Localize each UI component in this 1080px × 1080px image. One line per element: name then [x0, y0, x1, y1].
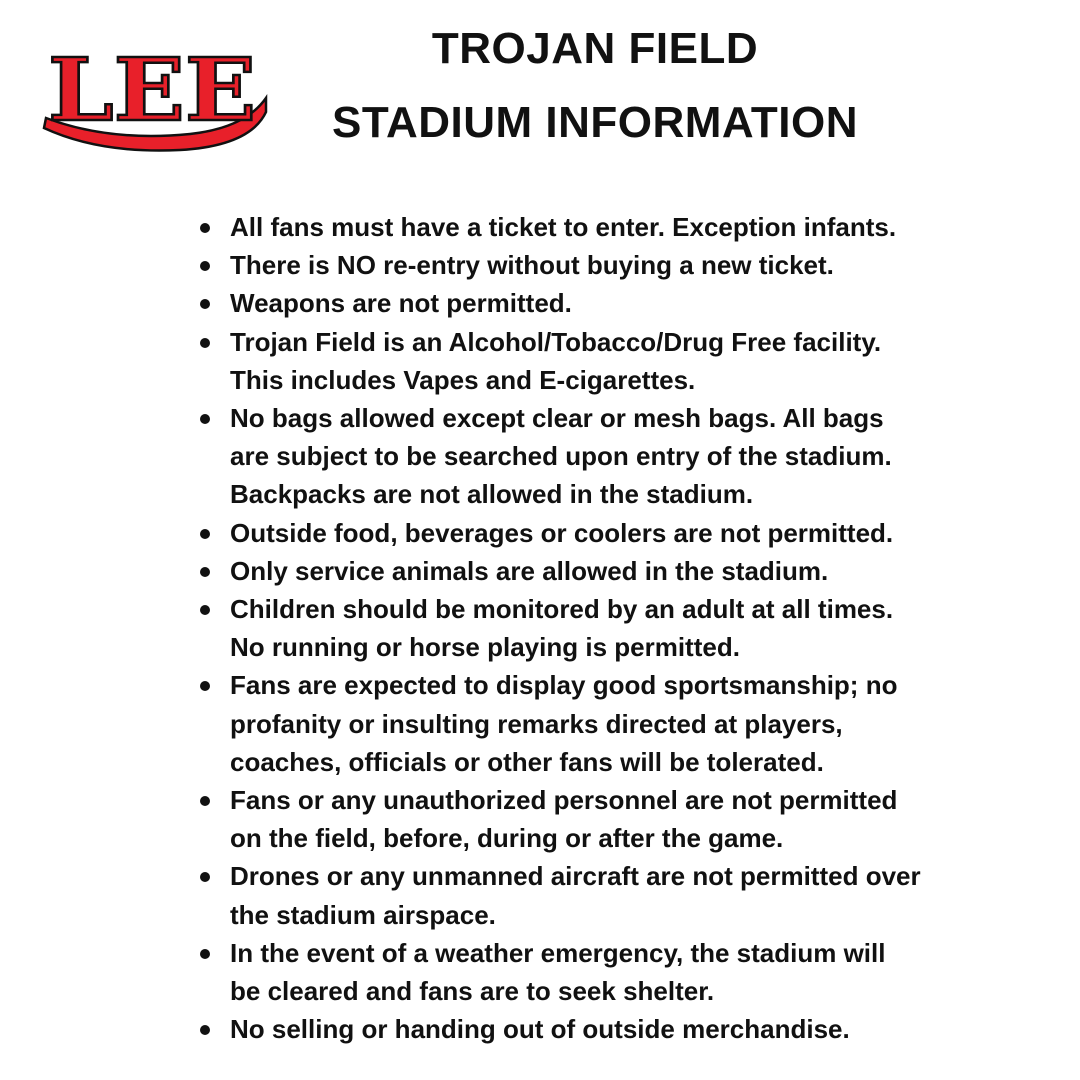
rule-item [196, 323, 1046, 399]
rule-item [196, 781, 1046, 857]
bullet-icon [200, 1025, 210, 1035]
rule-item [196, 590, 1046, 666]
rule-item [196, 399, 1046, 514]
rule-text: In the event of a weather emergency, the stadium will be cleared and fans are to seek shelter. [230, 937, 886, 1007]
rules-list [196, 208, 1046, 1048]
rule-text: Weapons are not permitted. [230, 288, 572, 319]
rule-text: Fans or any unauthorized personnel are not permitted on the field, before, during or after the game. [230, 785, 898, 854]
page-title-line-2: STADIUM INFORMATION [331, 98, 859, 147]
rule-item [196, 552, 1046, 590]
rule-item [196, 1010, 1046, 1048]
bullet-icon [200, 223, 210, 233]
bullet-icon [200, 872, 210, 882]
rule-item [196, 208, 1046, 246]
bullet-icon [200, 261, 210, 271]
rule-text: Only service animals are allowed in the stadium. [230, 555, 829, 586]
page-title-line-1: TROJAN FIELD [431, 24, 759, 73]
bullet-icon [200, 529, 210, 539]
rule-item [196, 857, 1046, 933]
bullet-icon [200, 605, 210, 615]
bullet-icon [200, 567, 210, 577]
lee-logo [40, 34, 268, 152]
rule-item [196, 284, 1046, 322]
bullet-icon [200, 299, 210, 309]
bullet-icon [200, 681, 210, 691]
bullet-icon [200, 949, 210, 959]
rule-text: There is NO re-entry without buying a new ticket. [230, 250, 834, 281]
rule-item [196, 934, 1046, 1010]
bullet-icon [200, 796, 210, 806]
bullet-icon [200, 338, 210, 348]
rule-text: Outside food, beverages or coolers are not permitted. [230, 517, 894, 548]
rule-text: Fans are expected to display good sportsmanship; no profanity or insulting remarks directed at players, coaches, officials or other fans will be tolerated. [230, 670, 898, 777]
bullet-icon [200, 414, 210, 424]
rule-text: Children should be monitored by an adult at all times. No running or horse playing is permitted. [230, 594, 894, 663]
rule-item [196, 246, 1046, 284]
rule-text: No selling or handing out of outside merchandise. [230, 1014, 850, 1045]
rule-text: All fans must have a ticket to enter. Exception infants. [230, 212, 897, 242]
logo-letters: LEE [48, 40, 256, 141]
rule-text: Drones or any unmanned aircraft are not permitted over the stadium airspace. [230, 861, 921, 930]
rule-item [196, 514, 1046, 552]
rule-item [196, 666, 1046, 781]
rule-text: No bags allowed except clear or mesh bags. All bags are subject to be searched upon entry of the stadium. Backpacks are not allowed in the stadium. [230, 403, 892, 510]
rule-text: Trojan Field is an Alcohol/Tobacco/Drug Free facility. This includes Vapes and E-cigarettes. [230, 326, 882, 395]
